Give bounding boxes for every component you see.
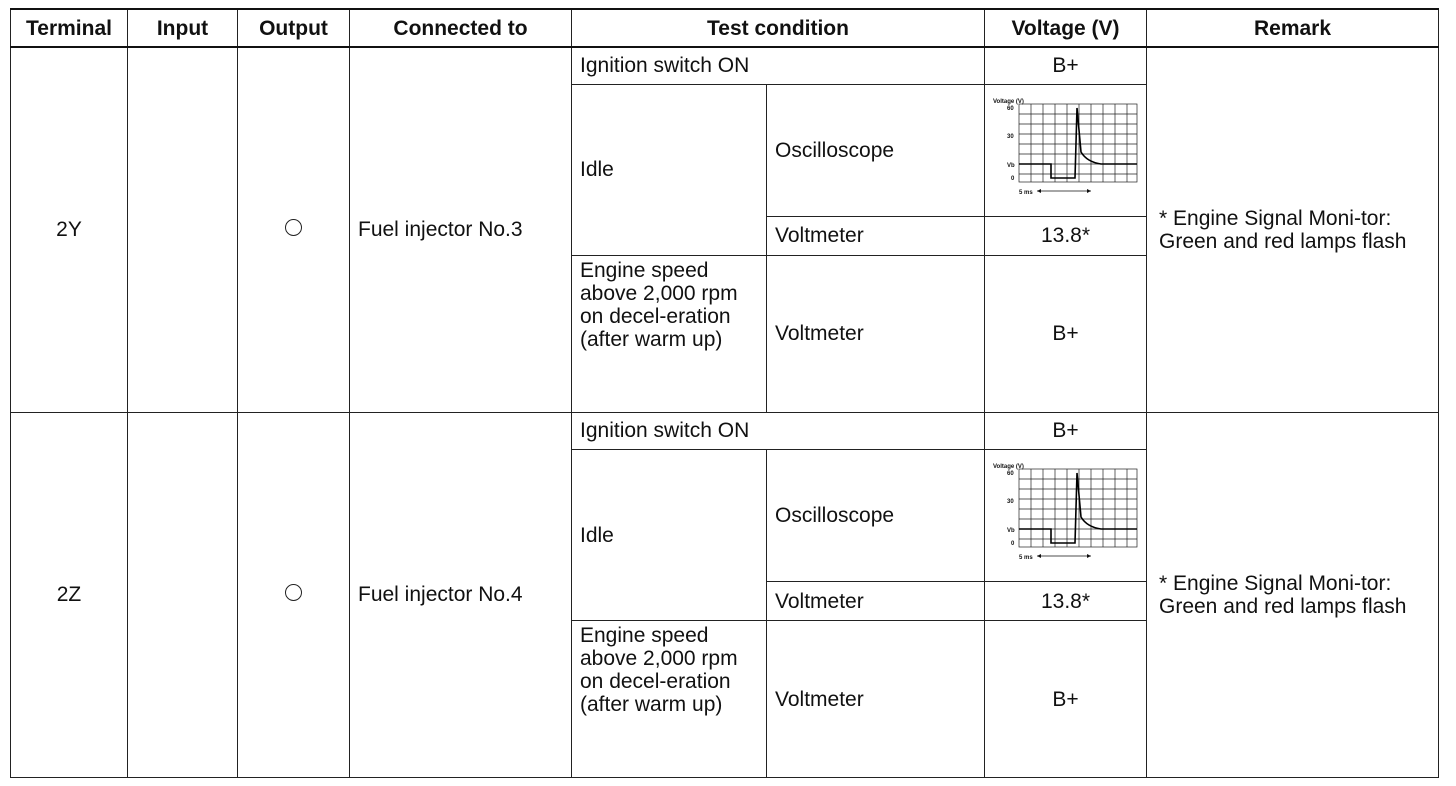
header-input: Input bbox=[128, 9, 238, 47]
connected-to-cell: Fuel injector No.4 bbox=[350, 412, 572, 777]
idle-condition-cell: Idle bbox=[572, 84, 767, 255]
injector-pulse-waveform-icon bbox=[991, 94, 1141, 206]
header-output: Output bbox=[238, 9, 350, 47]
header-terminal: Terminal bbox=[11, 9, 128, 47]
idle-condition-cell: Idle bbox=[572, 449, 767, 620]
output-circle-icon bbox=[285, 219, 302, 236]
voltmeter-method-cell: Voltmeter bbox=[767, 621, 985, 778]
engine-speed-condition-cell: Engine speed above 2,000 rpm on decel-eration (after warm up) bbox=[572, 255, 767, 412]
ignition-voltage-cell: B+ bbox=[985, 412, 1147, 449]
header-remark: Remark bbox=[1147, 9, 1439, 47]
scope-tick-30: 30 bbox=[1006, 134, 1014, 141]
ignition-condition-cell: Ignition switch ON bbox=[572, 412, 985, 449]
terminal-group-2y bbox=[11, 47, 1439, 412]
remark-cell: * Engine Signal Moni-tor: Green and red lamps flash bbox=[1147, 47, 1439, 412]
scope-tick-0: 0 bbox=[1010, 176, 1014, 183]
scope-tick-30: 30 bbox=[1006, 499, 1014, 506]
table-row bbox=[11, 47, 1439, 84]
oscilloscope-method-cell: Oscilloscope bbox=[767, 84, 985, 216]
input-cell bbox=[128, 47, 238, 412]
voltmeter-method-cell: Voltmeter bbox=[767, 255, 985, 412]
output-circle-icon bbox=[285, 584, 302, 601]
voltmeter-idle-voltage-cell: 13.8* bbox=[985, 216, 1147, 255]
ignition-voltage-cell: B+ bbox=[985, 47, 1147, 84]
voltmeter-speed-voltage-cell: B+ bbox=[985, 621, 1147, 778]
scope-title: Voltage (V) bbox=[992, 99, 1024, 106]
connected-to-cell: Fuel injector No.3 bbox=[350, 47, 572, 412]
remark-cell: * Engine Signal Moni-tor: Green and red lamps flash bbox=[1147, 412, 1439, 777]
header-test-condition: Test condition bbox=[572, 9, 985, 47]
header-connected-to: Connected to bbox=[350, 9, 572, 47]
engine-speed-condition-cell: Engine speed above 2,000 rpm on decel-eration (after warm up) bbox=[572, 621, 767, 778]
input-cell bbox=[128, 412, 238, 777]
table-row bbox=[11, 412, 1439, 449]
oscilloscope-method-cell: Oscilloscope bbox=[767, 449, 985, 581]
output-cell bbox=[238, 412, 350, 777]
injector-pulse-waveform-icon bbox=[991, 459, 1141, 571]
voltmeter-speed-voltage-cell: B+ bbox=[985, 255, 1147, 412]
scope-tick-60: 60 bbox=[1006, 471, 1014, 478]
oscilloscope-voltage-cell bbox=[985, 84, 1147, 216]
scope-time-label: 5 ms bbox=[1018, 190, 1033, 197]
scope-tick-0: 0 bbox=[1010, 541, 1014, 548]
terminal-cell: 2Z bbox=[11, 412, 128, 777]
scope-time-label: 5 ms bbox=[1018, 555, 1033, 562]
header-row bbox=[11, 9, 1439, 47]
terminal-voltage-table bbox=[10, 8, 1439, 778]
terminal-cell: 2Y bbox=[11, 47, 128, 412]
scope-tick-vb: Vb bbox=[1006, 528, 1015, 535]
scope-tick-vb: Vb bbox=[1006, 163, 1015, 170]
voltmeter-method-cell: Voltmeter bbox=[767, 216, 985, 255]
oscilloscope-voltage-cell bbox=[985, 449, 1147, 581]
terminal-group-2z bbox=[11, 412, 1439, 777]
output-cell bbox=[238, 47, 350, 412]
scope-tick-60: 60 bbox=[1006, 106, 1014, 113]
voltmeter-method-cell: Voltmeter bbox=[767, 581, 985, 620]
header-voltage: Voltage (V) bbox=[985, 9, 1147, 47]
scope-title: Voltage (V) bbox=[992, 464, 1024, 471]
ignition-condition-cell: Ignition switch ON bbox=[572, 47, 985, 84]
voltmeter-idle-voltage-cell: 13.8* bbox=[985, 581, 1147, 620]
